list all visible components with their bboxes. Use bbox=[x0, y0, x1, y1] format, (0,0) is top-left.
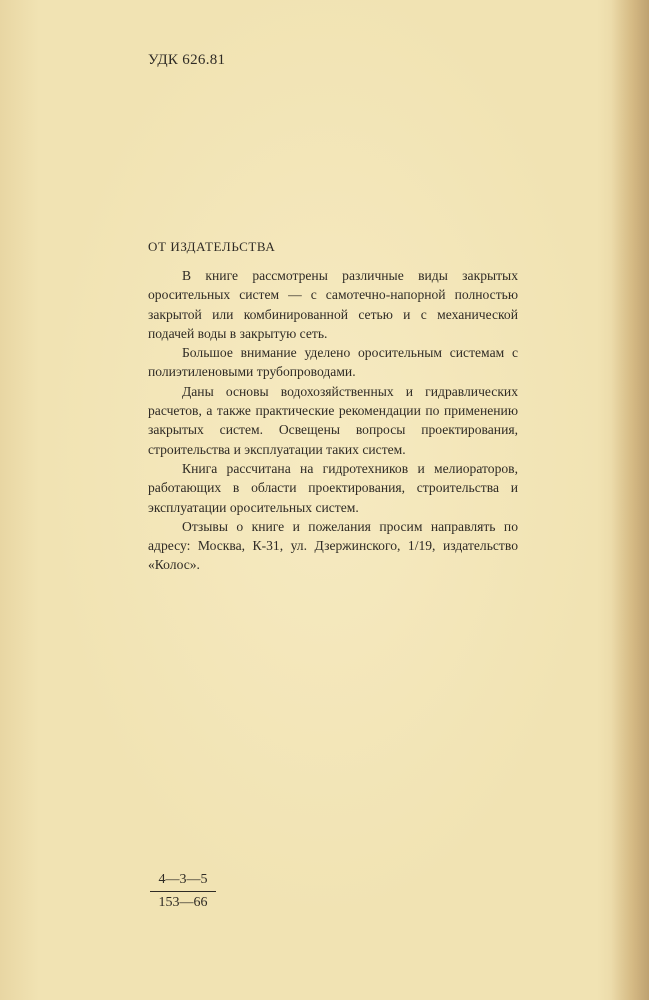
paragraph: Большое внимание уделено оросительным системам с полиэтиленовыми трубопроводами. bbox=[148, 345, 518, 380]
publisher-note bbox=[148, 266, 518, 575]
paragraph: Книга рассчитана на гидротехников и мелиораторов, работающих в области проектирования, строительства и эксплуатации оросительных систем. bbox=[148, 460, 518, 515]
catalog-code-top: 4—3—5 bbox=[158, 872, 208, 887]
paragraph: Отзывы о книге и пожелания просим направлять по адресу: Москва, К-31, ул. Дзержинского, 1/19, издательство «Колос». bbox=[148, 518, 518, 573]
catalog-code-bottom: 153—66 bbox=[158, 895, 208, 910]
page-edge-shadow bbox=[611, 0, 649, 1000]
udc-code: УДК 626.81 bbox=[148, 52, 226, 68]
paragraph: Даны основы водохозяйственных и гидравлических расчетов, а также практические рекомендации по применению закрытых систем. Освещены вопросы проектирования, строительства и эксплуатации таких систем. bbox=[148, 383, 518, 457]
catalog-code bbox=[148, 872, 218, 911]
publisher-heading: ОТ ИЗДАТЕЛЬСТВА bbox=[148, 239, 276, 254]
paragraph: В книге рассмотрены различные виды закрытых оросительных систем — с самотечно-напорной полностью закрытой или комбинированной сетью и с механической подачей воды в закрытую сеть. bbox=[148, 268, 518, 341]
